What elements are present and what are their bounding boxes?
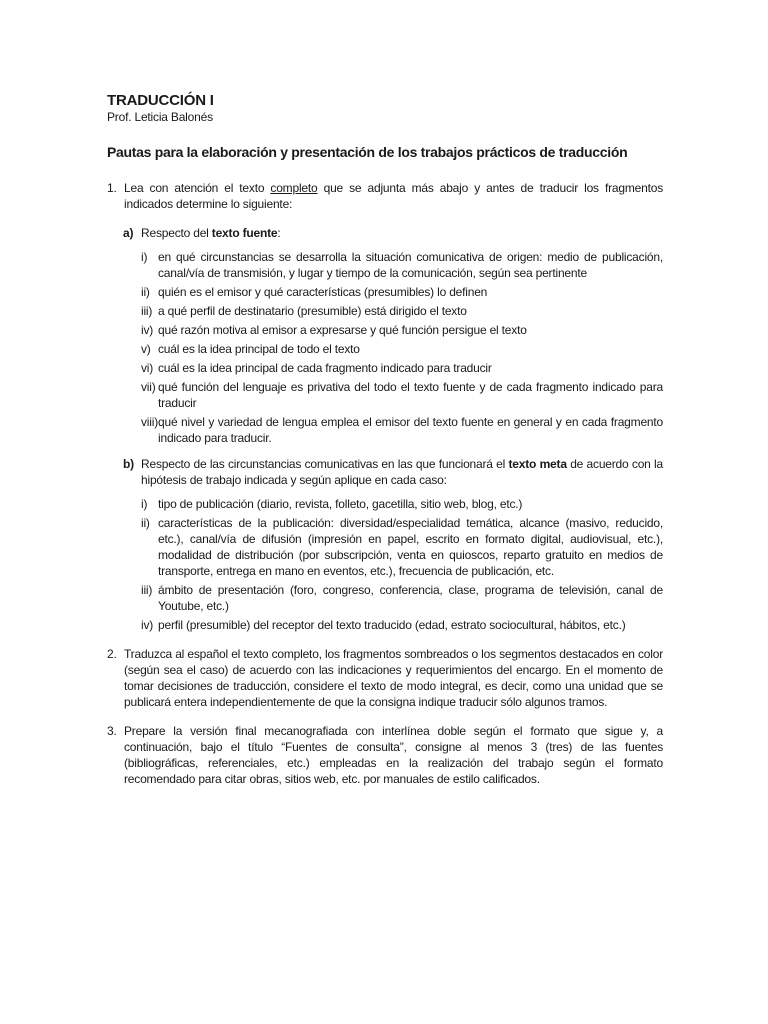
instruction-item-3	[107, 723, 663, 787]
subsection-text: Respecto de las circunstancias comunicativas en las que funcionará el texto meta de acuerdo con la hipótesis de trabajo indicada y según aplique en cada caso:	[141, 457, 663, 487]
list-item: vii) qué función del lenguaje es privativa del todo el texto fuente y de cada fragmento indicado para traducir	[141, 380, 663, 410]
professor-name: Prof. Leticia Balonés	[107, 110, 213, 124]
item-text: Prepare la versión final mecanografiada con interlínea doble según el formato que sigue y, a continuación, bajo el título “Fuentes de consulta”, consigne al menos 3 (tres) de las fuentes (bibliográficas, referenciales, etc.) empleadas en la realización del trabajo según el formato recomendado para citar obras, sitios web, etc. por manuales de estilo calificados.	[124, 724, 663, 786]
list-item: iv) perfil (presumible) del receptor del texto traducido (edad, estrato sociocultural, hábitos, etc.)	[141, 618, 626, 632]
list-item: v) cuál es la idea principal de todo el texto	[141, 342, 360, 356]
list-item: i) en qué circunstancias se desarrolla la situación comunicativa de origen: medio de publicación, canal/vía de transmisión, y lugar y tiempo de la comunicación, según sea pertinente	[141, 250, 663, 280]
subsection-text: Respecto del texto fuente:	[141, 226, 281, 240]
list-item: iv) qué razón motiva al emisor a expresarse y qué función persigue el texto	[141, 323, 527, 337]
bold-term: texto meta	[508, 457, 567, 471]
subsection-letter: a)	[123, 226, 134, 240]
bold-term: texto fuente	[211, 226, 278, 240]
instruction-item-1	[107, 180, 663, 212]
subsection-b	[107, 456, 663, 488]
item-number: 3.	[107, 724, 117, 738]
list-item: i) tipo de publicación (diario, revista, folleto, gacetilla, sitio web, blog, etc.)	[141, 497, 523, 511]
list-item: ii) características de la publicación: diversidad/especialidad temática, alcance (masivo, reducido, etc.), canal/vía de difusión (impresión en papel, escrito en formato digital, audiovisual, etc.), modalidad de distribución (por subscripción, venta en quioscos, reparto gratuito en medios de transporte, entrega en mano en eventos, etc.), frecuencia de publicación, etc.	[141, 516, 663, 578]
list-item: viii) qué nivel y variedad de lengua emplea el emisor del texto fuente en general y en cada fragmento indicado para traducir.	[141, 415, 663, 445]
section-heading: Pautas para la elaboración y presentación de los trabajos prácticos de traducción	[107, 144, 628, 160]
subsection-a-list	[107, 249, 663, 446]
subsection-letter: b)	[123, 457, 134, 471]
underlined-word: completo	[270, 181, 318, 195]
item-text: Traduzca al español el texto completo, los fragmentos sombreados o los segmentos destacados en color (según sea el caso) de acuerdo con las indicaciones y requerimientos del encargo. En el momento de tomar decisiones de traducción, considere el texto de modo integral, es decir, como una unidad que se publicará entera independientemente de que la consigna indique traducir sólo algunos tramos.	[124, 647, 663, 709]
item-text: Lea con atención el texto completo que se adjunta más abajo y antes de traducir los fragmentos indicados determine lo siguiente:	[124, 181, 663, 211]
list-item: iii) ámbito de presentación (foro, congreso, conferencia, clase, programa de televisión, canal de Youtube, etc.)	[141, 583, 663, 613]
subsection-a	[107, 225, 663, 241]
list-item: ii) quién es el emisor y qué características (presumibles) lo definen	[141, 285, 488, 299]
item-number: 2.	[107, 647, 117, 661]
list-item: vi) cuál es la idea principal de cada fragmento indicado para traducir	[141, 361, 492, 375]
item-number: 1.	[107, 181, 117, 195]
instructions-body	[107, 180, 663, 787]
subsection-b-list	[107, 496, 663, 633]
list-item: iii) a qué perfil de destinatario (presumible) está dirigido el texto	[141, 304, 467, 318]
instruction-item-2	[107, 646, 663, 710]
course-title: TRADUCCIÓN I	[107, 92, 214, 109]
